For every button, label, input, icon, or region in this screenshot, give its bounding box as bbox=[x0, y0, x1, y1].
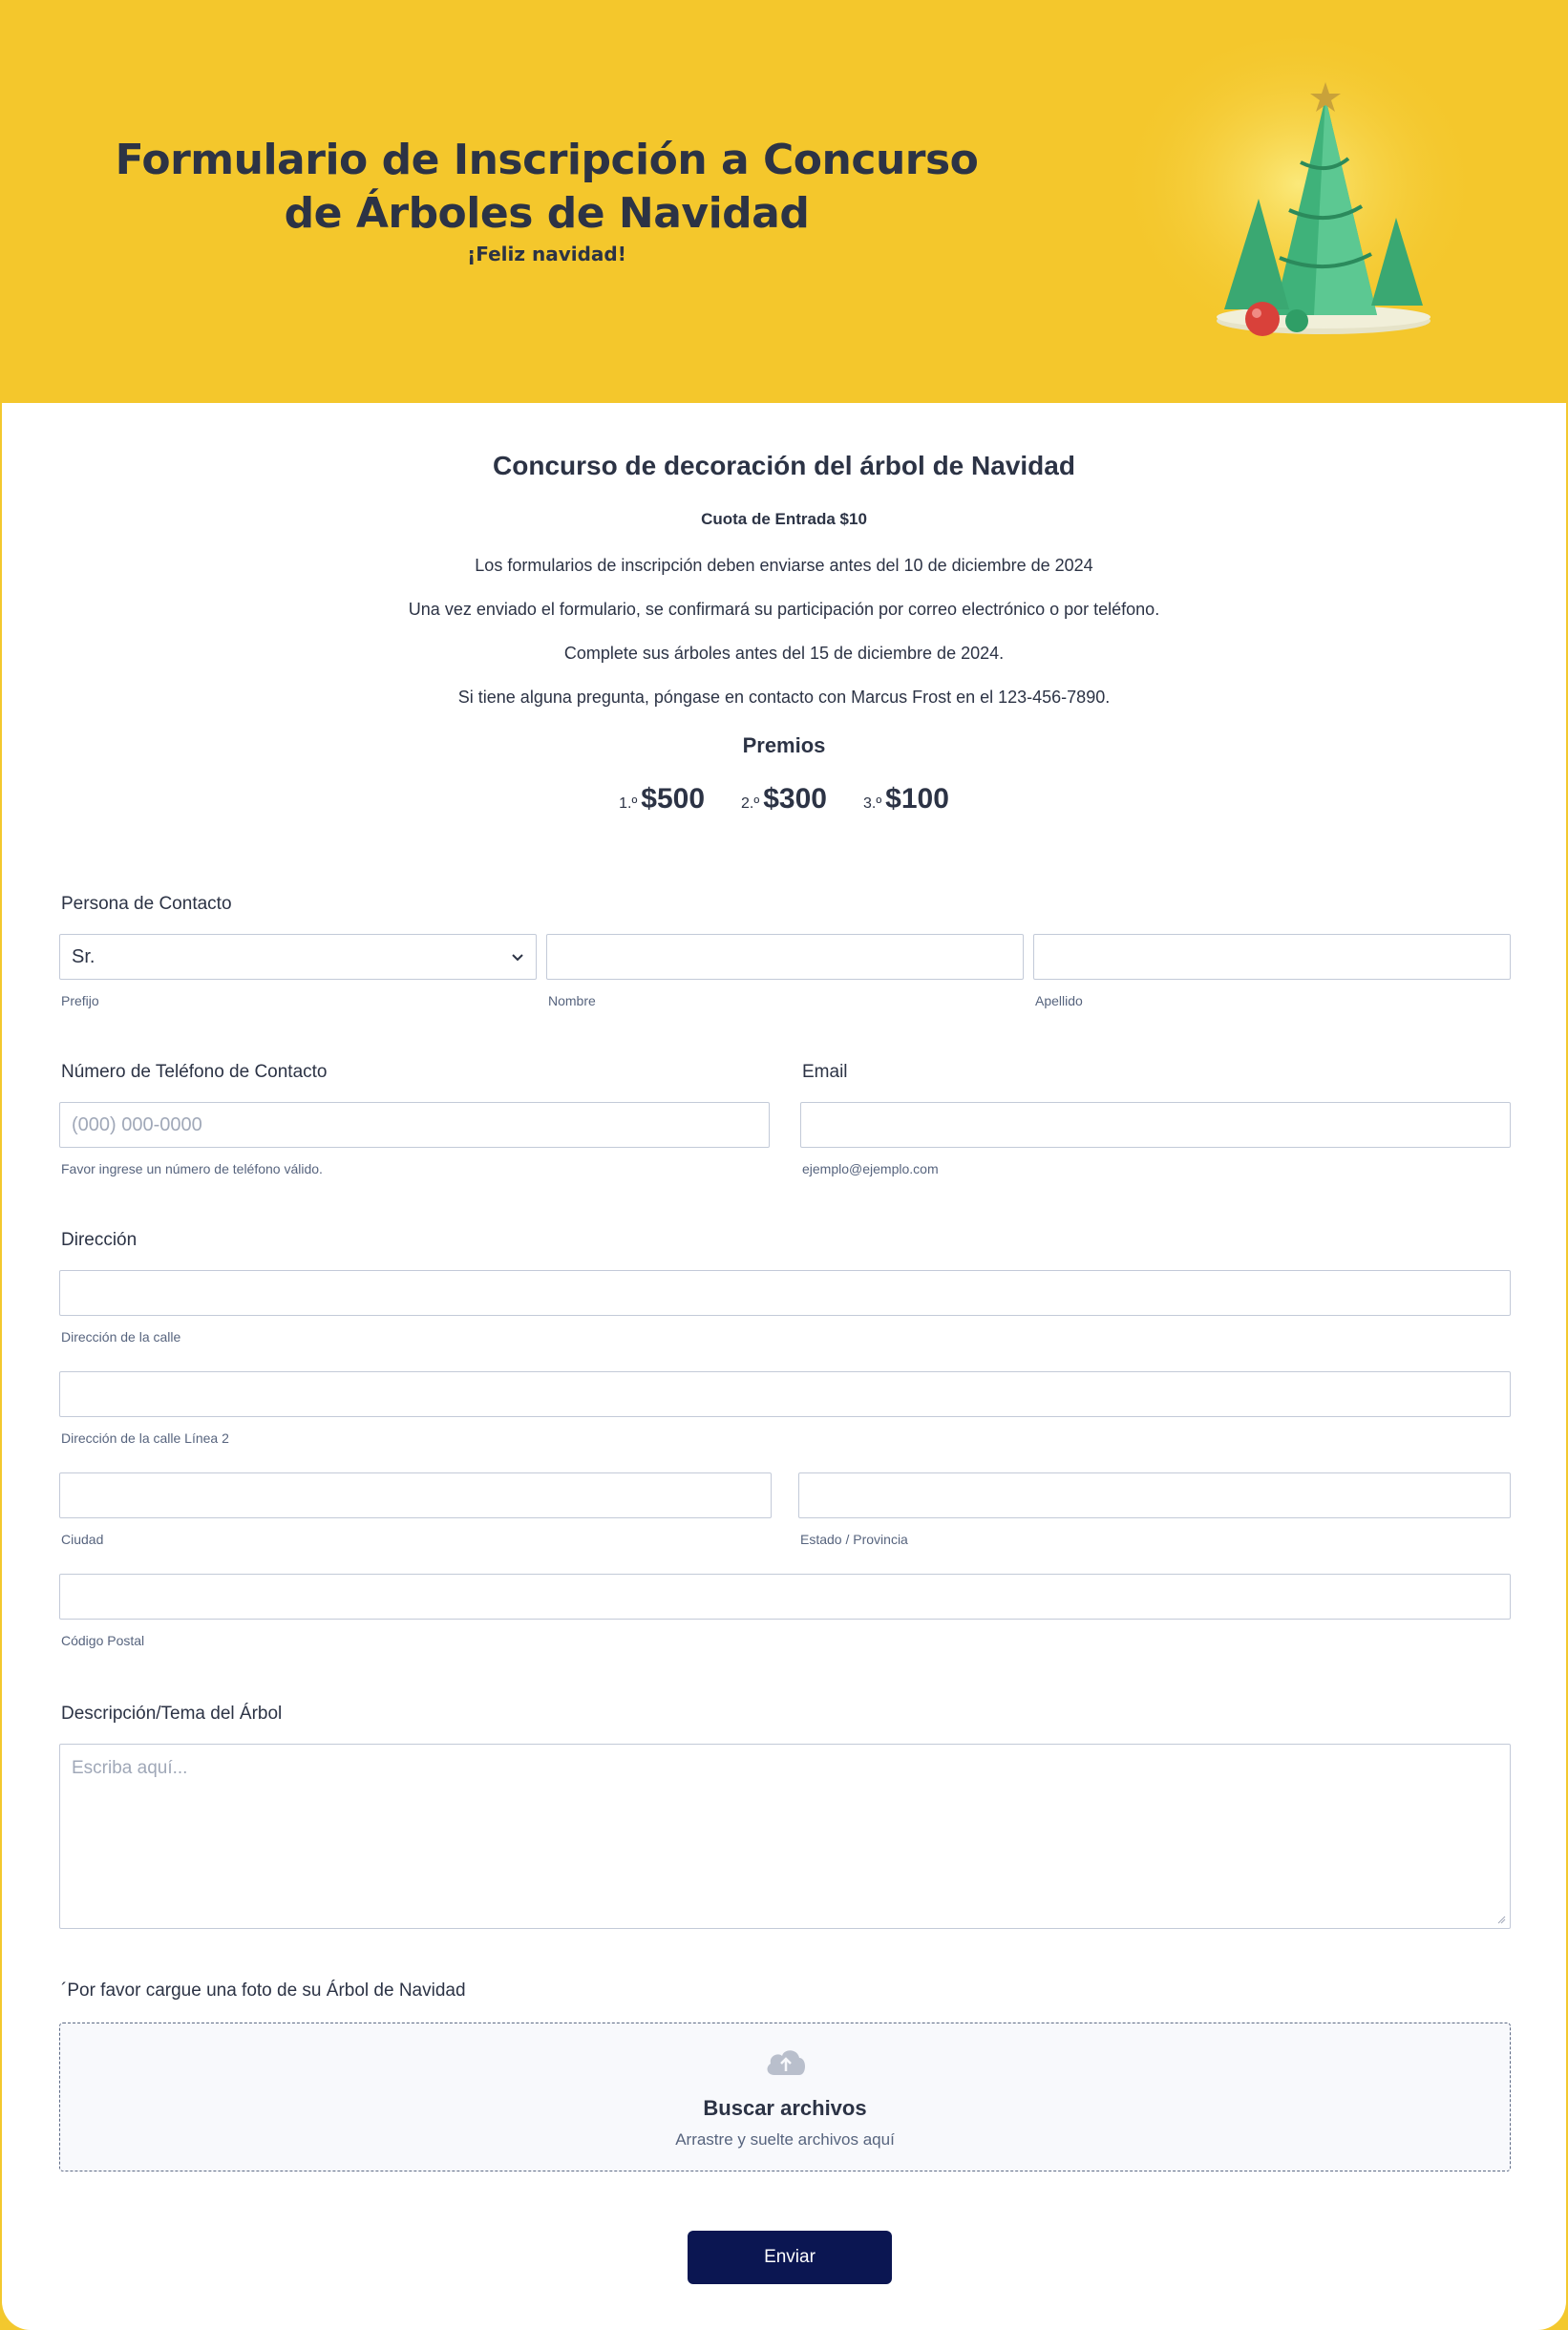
prize-rank: 3.º bbox=[862, 795, 882, 812]
last-name-sublabel: Apellido bbox=[1035, 993, 1083, 1008]
header-banner bbox=[0, 0, 1568, 403]
description-label: Descripción/Tema del Árbol bbox=[61, 1704, 283, 1724]
resize-handle-icon[interactable] bbox=[1496, 1915, 1506, 1924]
submit-button[interactable]: Enviar bbox=[688, 2231, 892, 2284]
city-sublabel: Ciudad bbox=[61, 1532, 104, 1547]
intro-paragraph: Complete sus árboles antes del 15 de diciembre de 2024. bbox=[563, 644, 1005, 663]
zip-sublabel: Código Postal bbox=[61, 1633, 145, 1648]
last-name-input[interactable] bbox=[1033, 934, 1511, 980]
first-name-sublabel: Nombre bbox=[548, 993, 596, 1008]
prefix-sublabel: Prefijo bbox=[61, 993, 99, 1008]
prize-amount: $500 bbox=[641, 783, 706, 815]
zip-input[interactable] bbox=[59, 1574, 1511, 1620]
prizes-list bbox=[2, 783, 1566, 816]
cloud-upload-icon bbox=[763, 2044, 809, 2079]
prizes-title: Premios bbox=[742, 733, 826, 757]
intro-paragraph: Los formularios de inscripción deben enviarse antes del 10 de diciembre de 2024 bbox=[475, 556, 1093, 575]
first-name-input[interactable] bbox=[546, 934, 1024, 980]
form-subtitle: ¡Feliz navidad! bbox=[467, 243, 626, 265]
browse-files-button[interactable]: Buscar archivos bbox=[703, 2096, 867, 2120]
upload-hint: Arrastre y suelte archivos aquí bbox=[675, 2130, 895, 2149]
state-input[interactable] bbox=[798, 1472, 1511, 1518]
contest-heading: Concurso de decoración del árbol de Navidad bbox=[493, 451, 1075, 480]
description-placeholder: Escriba aquí... bbox=[72, 1758, 188, 1778]
entry-fee: Cuota de Entrada $10 bbox=[701, 510, 867, 528]
prize-amount: $300 bbox=[763, 783, 827, 815]
street-sublabel: Dirección de la calle bbox=[61, 1329, 181, 1345]
email-input[interactable] bbox=[800, 1102, 1511, 1148]
prize-third bbox=[863, 783, 949, 816]
prize-second bbox=[741, 783, 827, 816]
street-input[interactable] bbox=[59, 1270, 1511, 1316]
prefix-value: Sr. bbox=[72, 945, 95, 967]
prize-rank: 2.º bbox=[741, 795, 760, 812]
chevron-down-icon bbox=[509, 948, 526, 965]
form-card bbox=[2, 403, 1566, 2330]
prefix-select[interactable] bbox=[59, 934, 537, 980]
intro-paragraph: Una vez enviado el formulario, se confirmará su participación por correo electrónico o por teléfono. bbox=[408, 600, 1160, 619]
description-textarea[interactable] bbox=[59, 1744, 1511, 1929]
christmas-tree-illustration bbox=[1098, 38, 1480, 363]
contact-label: Persona de Contacto bbox=[61, 894, 232, 914]
prize-amount: $100 bbox=[885, 783, 949, 815]
phone-label: Número de Teléfono de Contacto bbox=[61, 1062, 328, 1082]
prize-rank: 1.º bbox=[619, 795, 638, 812]
file-upload-dropzone[interactable] bbox=[59, 2023, 1511, 2171]
form-title: Formulario de Inscripción a Concurso de Árboles de Navidad bbox=[115, 136, 979, 238]
prize-first bbox=[619, 783, 705, 816]
phone-sublabel: Favor ingrese un número de teléfono válido. bbox=[61, 1161, 323, 1176]
phone-placeholder: (000) 000-0000 bbox=[72, 1113, 202, 1135]
phone-input[interactable] bbox=[59, 1102, 770, 1148]
street2-input[interactable] bbox=[59, 1371, 1511, 1417]
intro-paragraph: Si tiene alguna pregunta, póngase en contacto con Marcus Frost en el 123-456-7890. bbox=[457, 688, 1111, 707]
address-label: Dirección bbox=[61, 1230, 138, 1250]
state-sublabel: Estado / Provincia bbox=[800, 1532, 908, 1547]
street2-sublabel: Dirección de la calle Línea 2 bbox=[61, 1430, 229, 1446]
email-label: Email bbox=[802, 1062, 848, 1082]
email-sublabel: ejemplo@ejemplo.com bbox=[802, 1161, 939, 1176]
upload-label: ´Por favor cargue una foto de su Árbol de Navidad bbox=[61, 1980, 466, 2001]
city-input[interactable] bbox=[59, 1472, 772, 1518]
